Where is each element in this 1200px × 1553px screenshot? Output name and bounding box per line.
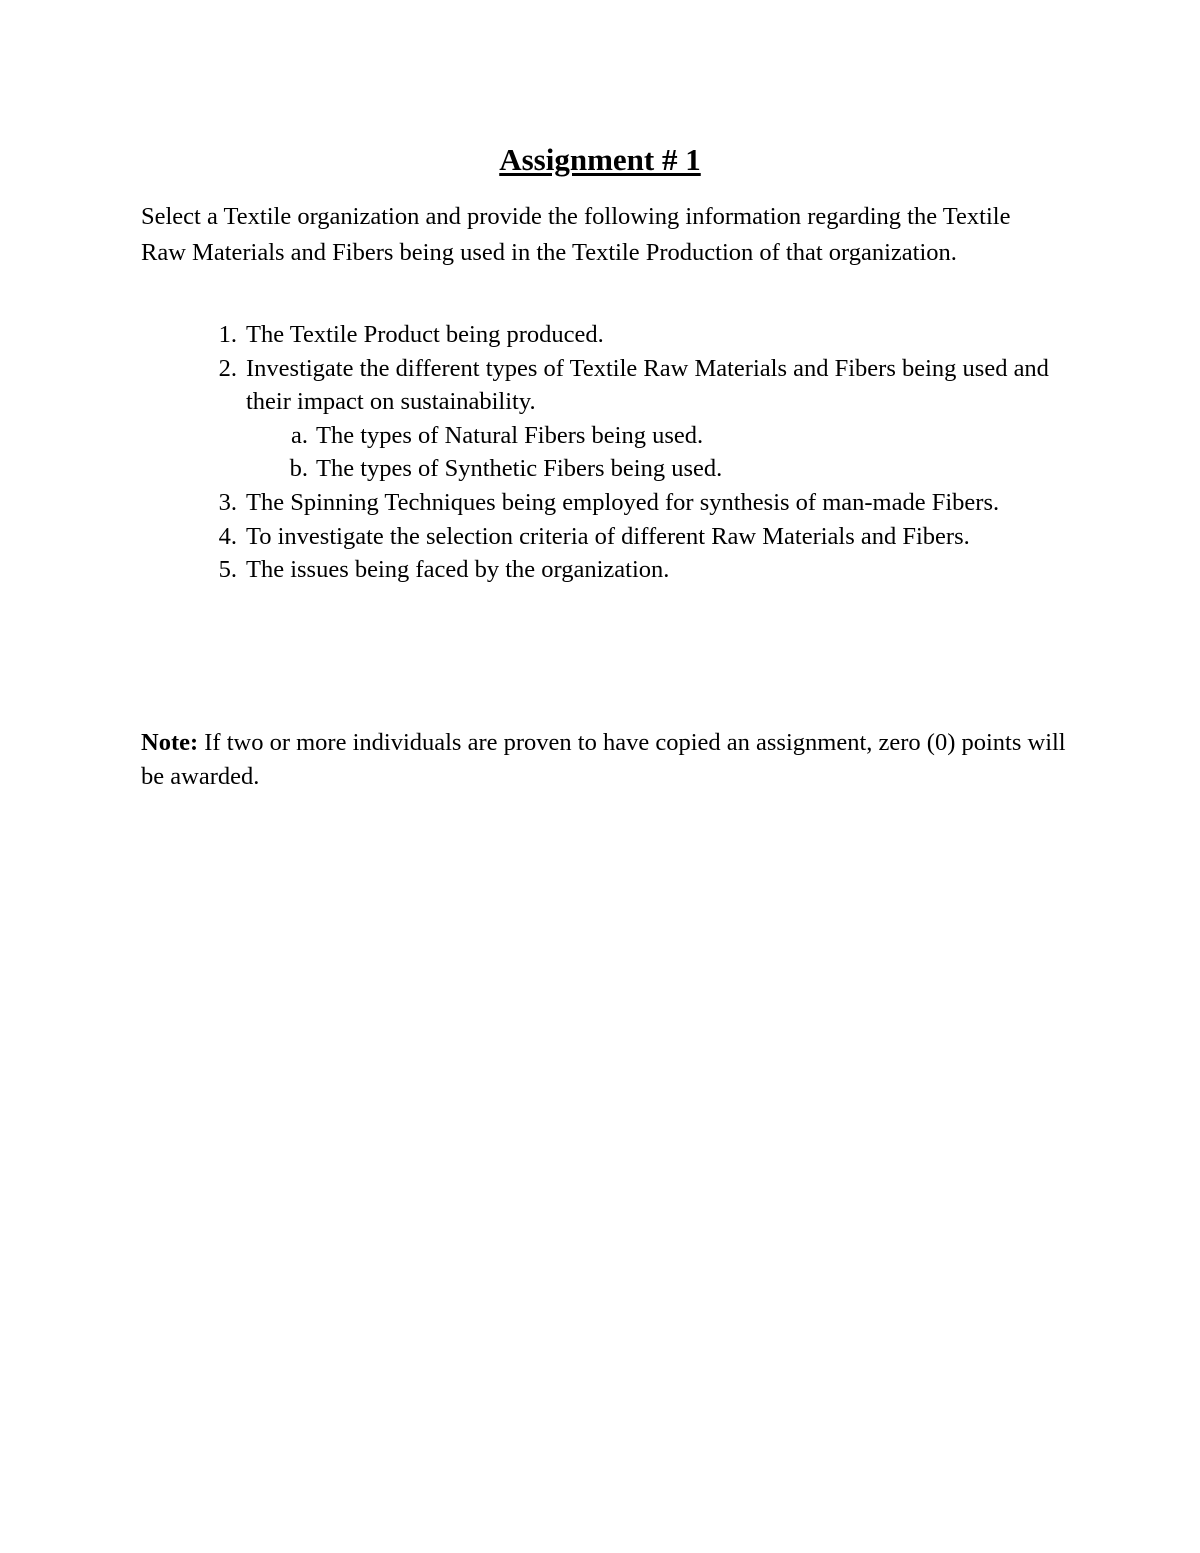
list-item-text: The issues being faced by the organization.	[246, 556, 670, 584]
list-marker: 3.	[218, 488, 237, 516]
list-item-text: The types of Synthetic Fibers being used.	[316, 455, 723, 483]
list-item	[141, 486, 1081, 520]
list-item	[141, 352, 1081, 419]
note-label: Note:	[141, 729, 199, 756]
page-title: Assignment # 1	[499, 142, 701, 177]
list-marker: b.	[289, 455, 308, 483]
list-marker: a.	[291, 421, 308, 449]
list-item-text: The types of Natural Fibers being used.	[316, 421, 704, 449]
list-marker: 4.	[218, 522, 237, 550]
list-item	[141, 553, 1081, 587]
list-marker: 5.	[218, 556, 237, 584]
list-marker: 2.	[218, 354, 237, 382]
list-item-text: The Textile Product being produced.	[246, 321, 604, 348]
sub-list-item	[141, 452, 1081, 486]
list-marker: 1.	[218, 321, 237, 348]
list-item-text: Investigate the different types of Textile Raw Materials and Fibers being used and their impact on sustainability.	[246, 354, 1049, 416]
sub-list-item	[141, 419, 1081, 453]
requirements-list	[141, 318, 1081, 587]
intro-paragraph: Select a Textile organization and provide the following information regarding the Textile Raw Materials and Fibers being used in the Textile Production of that organization.	[141, 203, 1011, 266]
list-item	[141, 318, 1081, 352]
list-item-text: The Spinning Techniques being employed for synthesis of man-made Fibers.	[246, 488, 1000, 516]
list-item	[141, 520, 1081, 554]
note-text: If two or more individuals are proven to have copied an assignment, zero (0) points will be awarded.	[141, 729, 1066, 790]
list-item-text: To investigate the selection criteria of different Raw Materials and Fibers.	[246, 522, 970, 550]
note-paragraph	[141, 726, 1081, 793]
